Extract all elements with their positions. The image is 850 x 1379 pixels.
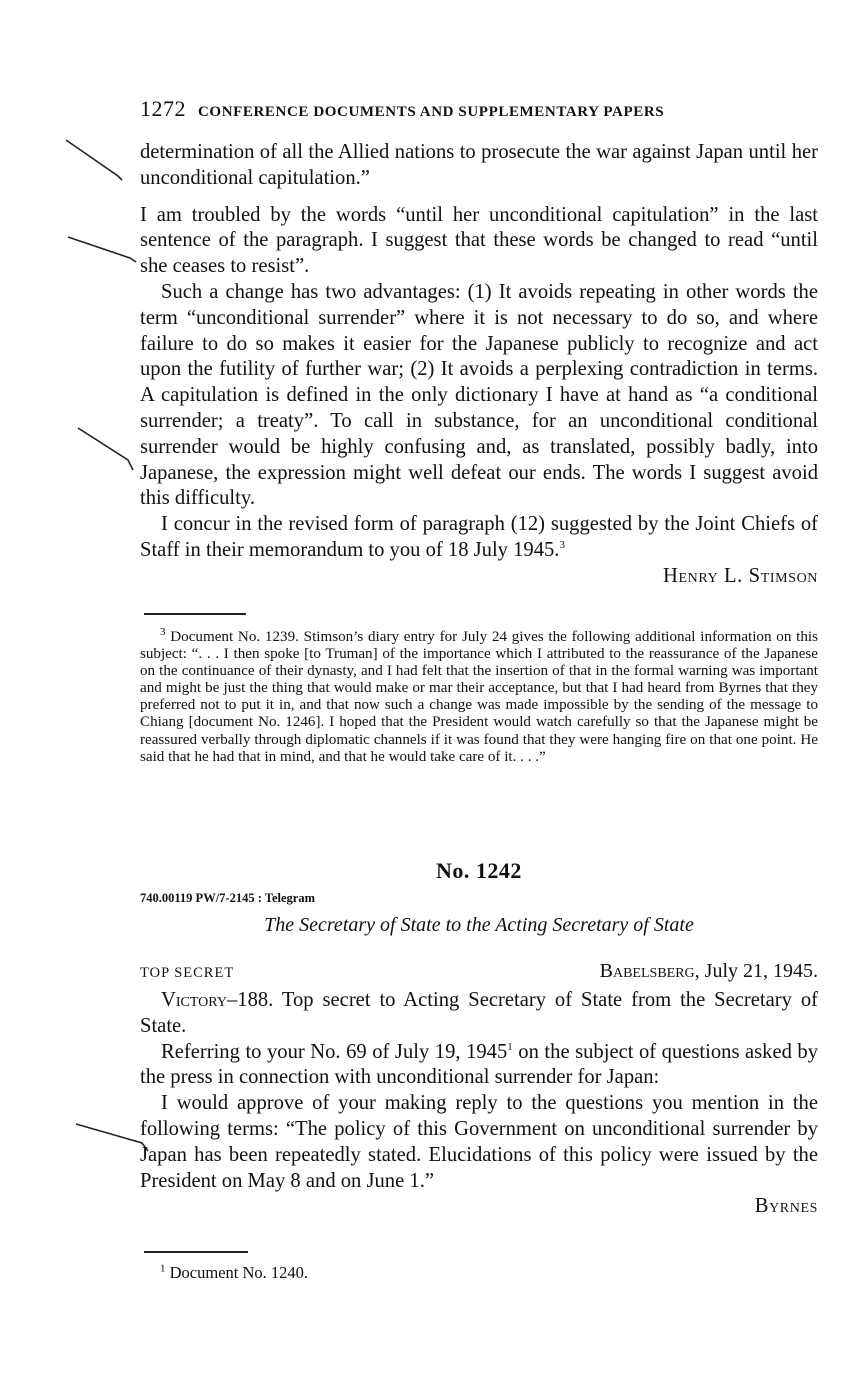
memo-paragraph-2: I am troubled by the words “until her unconditional capitulation” in the last sentence of the paragraph. I suggest that these words be changed to read “until she ceases to resist”. xyxy=(140,203,818,278)
margin-mark-4 xyxy=(76,1124,148,1151)
running-title: CONFERENCE DOCUMENTS AND SUPPLEMENTARY PAPERS xyxy=(198,104,665,120)
footnote-1-marker: 1 xyxy=(160,1262,166,1275)
footnote-1 xyxy=(140,1264,818,1281)
place-date xyxy=(600,960,818,983)
memo-paragraph-1: determination of all the Allied nations to prosecute the war against Japan until her unconditional capitulation.” xyxy=(140,141,818,189)
memo-paragraph-3: Such a change has two advantages: (1) It avoids repeating in other words the term “unconditional surrender” where it is not necessary to do so, and where failure to do so makes it easier for the Japanese publicly to recognize and act upon the futility of further war; (2) It avoids a perplexing contradiction in terms. A capitulation is defined in the only dictionary I have at hand as “a conditional surrender; a treaty”. To call in substance, for an unconditional conditional surrender would be highly confusing and, as translated, possibly badly, into Japanese, the expression might well defeat our ends. The words I suggest avoid this difficulty. xyxy=(140,280,818,510)
running-head xyxy=(140,96,818,122)
telegram-paragraph-2 xyxy=(140,1040,818,1092)
footnote-rule-2 xyxy=(144,1251,248,1253)
memo-paragraph-4-text: I concur in the revised form of paragraph (12) suggested by the Joint Chiefs of Staff in their memorandum to you of 18 July 1945. xyxy=(140,513,818,561)
footnote-rule xyxy=(144,613,246,615)
telegram-body xyxy=(140,988,818,1220)
document-number: No. 1242 xyxy=(436,858,522,883)
memo-paragraph-4 xyxy=(140,512,818,564)
footnote-3-text: Document No. 1239. Stimson’s diary entry for July 24 gives the following additional information on this subject: “. . . I then spoke [to Truman] of the importance which I attributed to the reassurance of the Japanese on the continuance of their dynasty, and I had felt that the insertion of that in the formal warning was important and might be just the thing that would make or mar their acceptance, but that I had heard from Byrnes that they preferred not to put it in, and that now such a change was made impossible by the sending of the message to Chiang [document No. 1246]. I hoped that the President would watch carefully so that the Japanese might be reassured verbally through diplomatic channels if it was found that they were hanging fire on that one point. He said that he had that in mind, and that he would take care of it. . . .” xyxy=(140,629,818,765)
footnote-3-marker: 3 xyxy=(160,625,166,638)
victory-label: Victory xyxy=(161,989,227,1011)
classification: TOP SECRET xyxy=(140,965,235,981)
byrnes-signature: Byrnes xyxy=(754,1195,818,1218)
footnote-ref-1: 1 xyxy=(507,1040,513,1053)
telegram-paragraph-1 xyxy=(140,988,818,1040)
document-title: The Secretary of State to the Acting Secretary of State xyxy=(264,914,694,936)
classification-line xyxy=(140,960,818,983)
telegram-paragraph-2b: on the subject of questions asked by the press in connection with unconditional surrender for Japan: xyxy=(140,1040,819,1089)
margin-mark-2 xyxy=(68,237,136,262)
margin-mark-3 xyxy=(78,428,133,470)
telegram-paragraph-1-text: –188. Top secret to Acting Secretary of State from the Secretary of State. xyxy=(140,989,818,1037)
stimson-signature: Henry L. Stimson xyxy=(663,564,818,587)
telegram-paragraph-3: I would approve of your making reply to the questions you mention in the following terms: “The policy of this Government on unconditional surrender by Japan has been repeatedly stated. Elucidations of this policy were issued by the President on May 8 and on June 1.” xyxy=(140,1092,818,1192)
footnote-ref-3: 3 xyxy=(559,539,565,552)
margin-mark-1 xyxy=(66,140,122,180)
file-reference: 740.00119 PW/7-2145 : Telegram xyxy=(140,891,315,905)
telegram-paragraph-2a: Referring to your No. 69 of July 19, 1945 xyxy=(161,1040,508,1063)
handwritten-margin-marks xyxy=(0,0,160,1379)
footnote-1-text: Document No. 1240. xyxy=(169,1263,309,1282)
place: Babelsberg xyxy=(599,960,695,982)
page-number: 1272 xyxy=(140,96,186,121)
stimson-memo xyxy=(140,140,818,590)
date: , July 21, 1945. xyxy=(694,960,818,982)
footnote-3 xyxy=(140,625,818,766)
